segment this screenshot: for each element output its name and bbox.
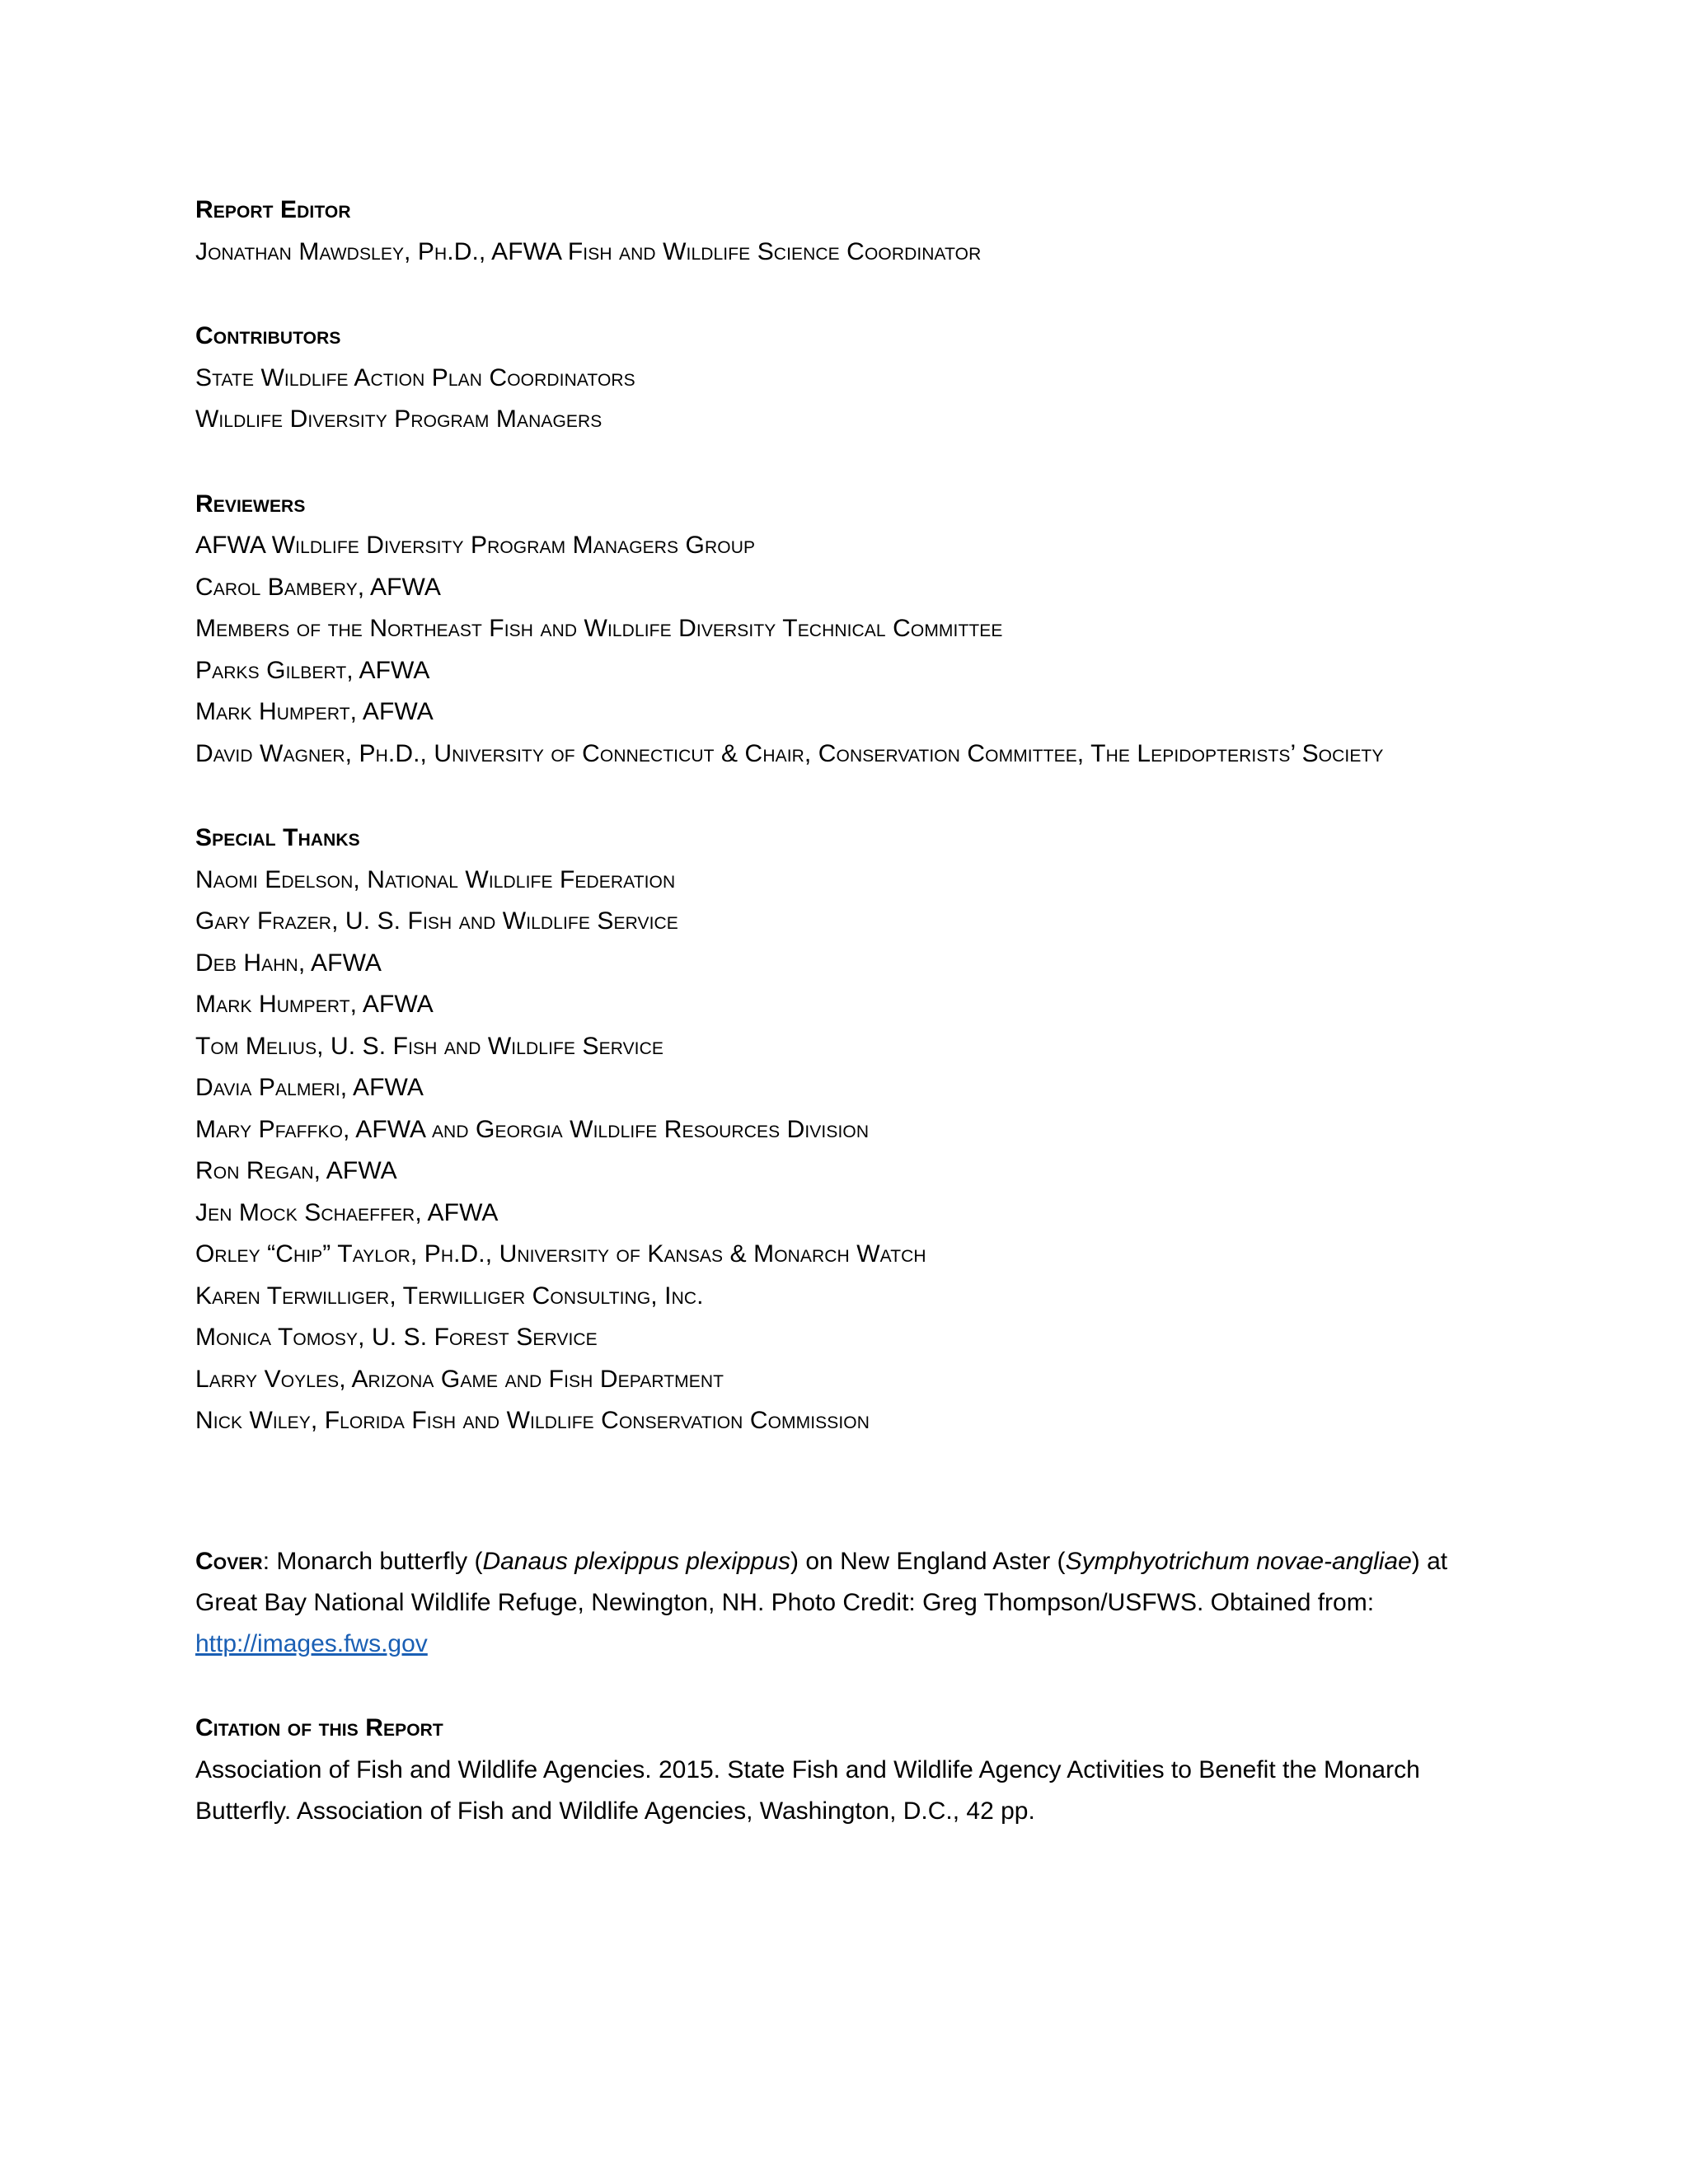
cover-image-source-link[interactable]: http://images.fws.gov (195, 1630, 428, 1657)
contributors-line-2: Wildlife Diversity Program Managers (195, 405, 603, 433)
contributors-line-1: State Wildlife Action Plan Coordinators (195, 363, 635, 391)
cover-credit-paragraph (195, 1541, 1481, 1666)
section-heading-special-thanks: Special Thanks (195, 824, 360, 851)
section-heading-citation: Citation of this Report (195, 1714, 443, 1741)
special-thanks-line-1: Naomi Edelson, National Wildlife Federation (195, 865, 676, 893)
citation-text: Association of Fish and Wildlife Agencies. 2015. State Fish and Wildlife Agency Activities to Benefit the Monarch Butterfly. Association of Fish and Wildlife Agencies, Washington, D.C., 42 pp. (195, 1755, 1420, 1825)
section-report-editor (195, 190, 1498, 273)
special-thanks-line-5: Tom Melius, U. S. Fish and Wildlife Service (195, 1032, 663, 1060)
reviewers-line-3: Members of the Northeast Fish and Wildlife Diversity Technical Committee (195, 615, 1003, 642)
cover-text-part1: : Monarch butterfly ( (262, 1547, 483, 1575)
special-thanks-line-14: Nick Wiley, Florida Fish and Wildlife Conservation Commission (195, 1407, 870, 1434)
special-thanks-line-7: Mary Pfaffko, AFWA and Georgia Wildlife Resources Division (195, 1115, 870, 1143)
spacer (195, 441, 1498, 484)
reviewers-line-4: Parks Gilbert, AFWA (195, 656, 430, 684)
section-heading-report-editor: Report Editor (195, 196, 351, 223)
special-thanks-line-4: Mark Humpert, AFWA (195, 991, 434, 1018)
cover-label: Cover (195, 1547, 263, 1575)
spacer (195, 1665, 1498, 1708)
cover-species-1: Danaus plexippus plexippus (482, 1547, 791, 1575)
special-thanks-line-12: Monica Tomosy, U. S. Forest Service (195, 1324, 598, 1351)
report-editor-line-1: Jonathan Mawdsley, Ph.D., AFWA Fish and Wildlife Science Coordinator (195, 237, 982, 265)
special-thanks-line-9: Jen Mock Schaeffer, AFWA (195, 1198, 499, 1226)
reviewers-line-2: Carol Bambery, AFWA (195, 573, 441, 601)
section-heading-reviewers: Reviewers (195, 490, 306, 518)
special-thanks-line-13: Larry Voyles, Arizona Game and Fish Department (195, 1365, 724, 1393)
section-citation (195, 1708, 1498, 1832)
spacer-large (195, 1442, 1498, 1541)
spacer (195, 775, 1498, 818)
cover-text-part2: ) on New England Aster ( (790, 1547, 1066, 1575)
reviewers-line-1: AFWA Wildlife Diversity Program Managers Group (195, 532, 756, 559)
reviewers-line-5: Mark Humpert, AFWA (195, 698, 434, 725)
reviewers-line-6: David Wagner, Ph.D., University of Connecticut & Chair, Conservation Committee, The Lepidopterists’ Society (195, 739, 1384, 767)
section-special-thanks (195, 818, 1498, 1442)
special-thanks-line-10: Orley “Chip” Taylor, Ph.D., University of Kansas & Monarch Watch (195, 1240, 926, 1268)
special-thanks-line-11: Karen Terwilliger, Terwilliger Consulting, Inc. (195, 1282, 704, 1310)
section-contributors (195, 316, 1498, 441)
spacer (195, 273, 1498, 316)
section-reviewers (195, 484, 1498, 776)
special-thanks-line-8: Ron Regan, AFWA (195, 1157, 397, 1184)
section-heading-contributors: Contributors (195, 322, 341, 349)
cover-text-part3: ) at Great Bay National Wildlife Refuge, Newington, NH. Photo Credit: Greg Thompson/USFWS. Obtained from: (195, 1547, 1448, 1616)
special-thanks-line-2: Gary Frazer, U. S. Fish and Wildlife Service (195, 907, 678, 935)
special-thanks-line-6: Davia Palmeri, AFWA (195, 1074, 424, 1101)
special-thanks-line-3: Deb Hahn, AFWA (195, 949, 382, 977)
cover-species-2: Symphyotrichum novae-angliae (1065, 1547, 1412, 1575)
